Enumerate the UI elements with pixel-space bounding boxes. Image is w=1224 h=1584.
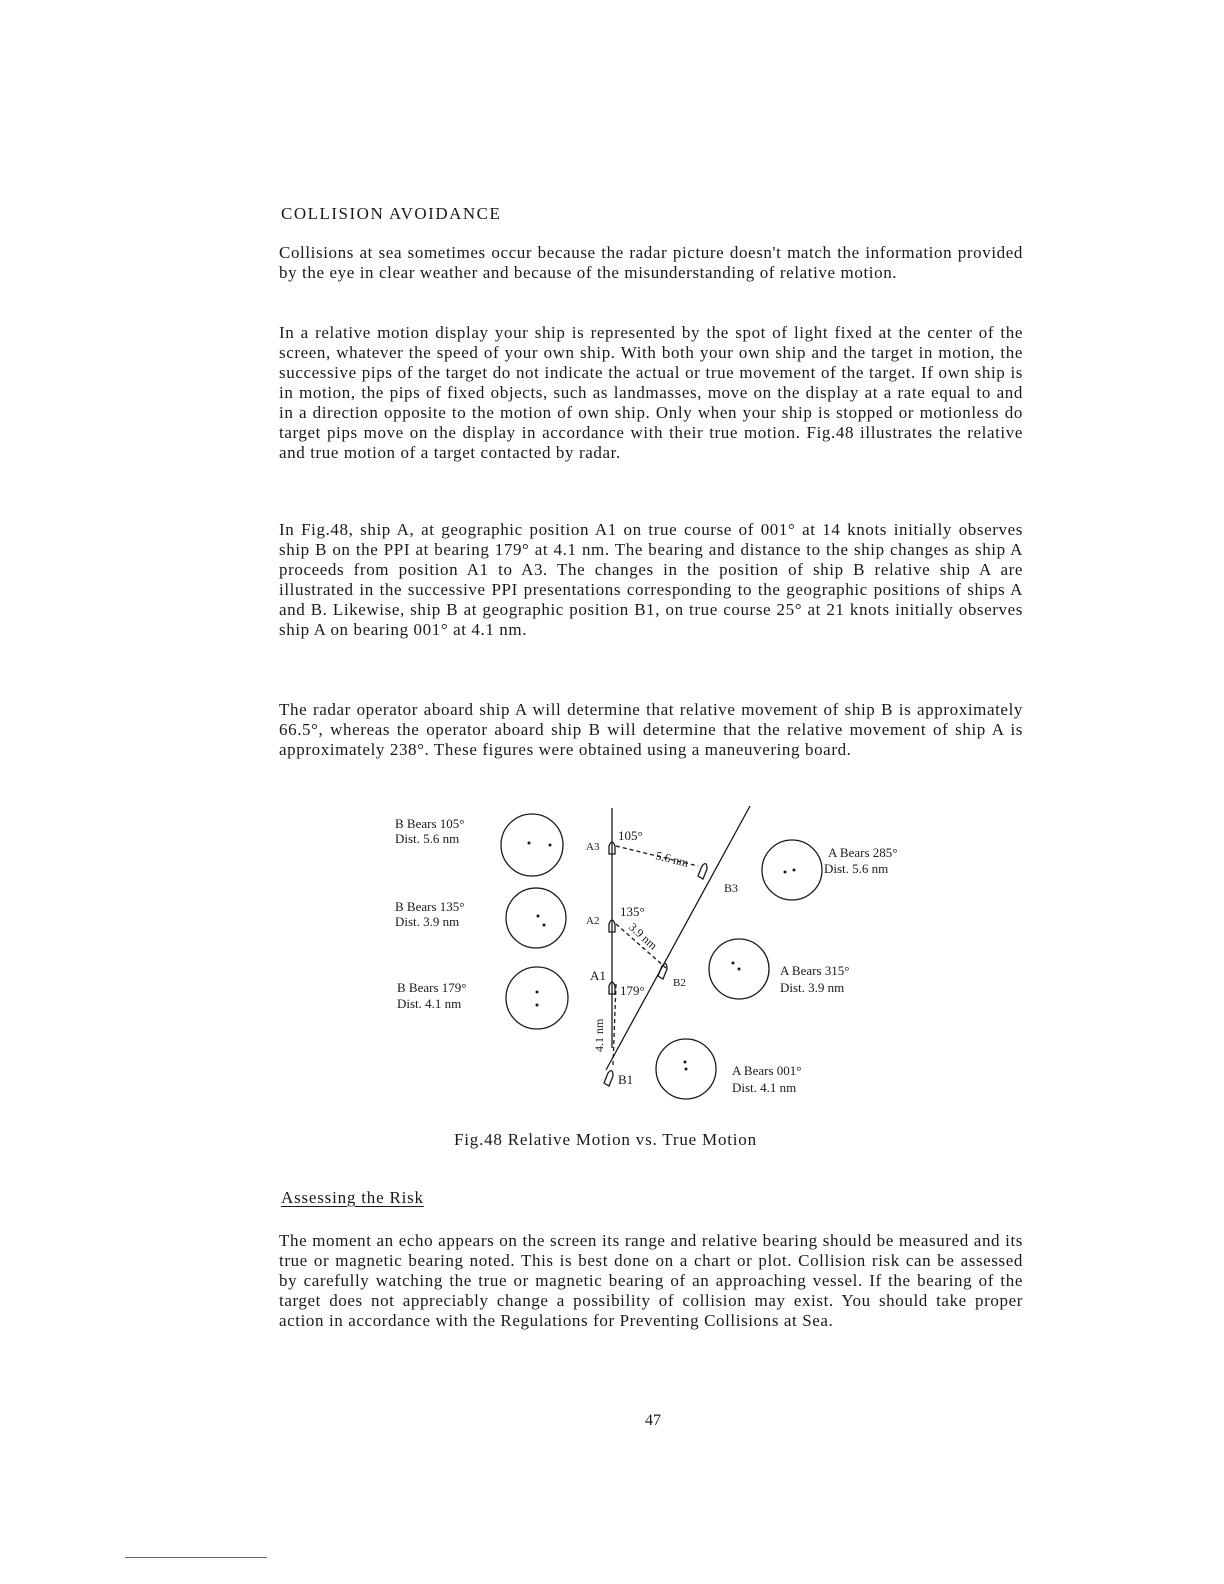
paragraph-intro: Collisions at sea sometimes occur because the radar picture doesn't match the information provided by the eye in clear weather and because of the misunderstanding of relative motion. xyxy=(279,243,1023,282)
ppi-circle-b-135 xyxy=(506,888,566,948)
figure-caption: Fig.48 Relative Motion vs. True Motion xyxy=(454,1130,757,1149)
position-b2: B2 xyxy=(673,977,686,989)
subheading-assessing-risk: Assessing the Risk xyxy=(281,1188,424,1207)
pip xyxy=(685,1068,688,1071)
figure-48-diagram xyxy=(380,800,900,1120)
position-a2: A2 xyxy=(586,915,600,927)
label-a-bears-285: A Bears 285° xyxy=(828,845,898,860)
pip xyxy=(528,842,531,845)
paragraph-fig48-explanation: In Fig.48, ship A, at geographic position A1 on true course of 001° at 14 knots initially observes ship B on the PPI at bearing 179° at 4.1 nm. The bearing and distance to the ship changes as ship A proceeds from position A1 to A3. The changes in the position of ship B relative ship A are illustrated in the successive PPI presentations corresponding to the geographic positions of ships A and B. Likewise, ship B at geographic position B1, on true course 25° at 21 knots initially observes ship A on bearing 001° at 4.1 nm. xyxy=(279,520,1023,639)
label-b-bears-135: B Bears 135° xyxy=(395,899,465,914)
pip xyxy=(784,871,787,874)
distance-4-1-nm: 4.1 nm xyxy=(592,1018,606,1052)
angle-135: 135° xyxy=(620,904,645,919)
label-a-bears-001: A Bears 001° xyxy=(732,1063,802,1078)
label-b-bears-179: B Bears 179° xyxy=(397,980,467,995)
ppi-circle-b-179 xyxy=(506,967,568,1029)
position-b3: B3 xyxy=(724,881,739,895)
angle-179: 179° xyxy=(620,983,645,998)
angle-105: 105° xyxy=(618,828,643,843)
distance-3-9-nm: 3.9 nm xyxy=(625,919,661,953)
paragraph-assessing-risk: The moment an echo appears on the screen its range and relative bearing should be measured and its true or magnetic bearing noted. This is best done on a chart or plot. Collision risk can be assessed by carefully watching the true or magnetic bearing of an approaching vessel. If the bearing of the target does not appreciably change a possibility of collision may exist. You should take proper action in accordance with the Regulations for Preventing Collisions at Sea. xyxy=(279,1231,1023,1330)
paragraph-relative-motion: In a relative motion display your ship is represented by the spot of light fixed at the center of the screen, whatever the speed of your own ship. With both your own ship and the target in motion, the successive pips of the target do not indicate the actual or true movement of the target. If own ship is in motion, the pips of fixed objects, such as landmasses, move on the display at a rate equal to and in a direction opposite to the motion of own ship. Only when your ship is stopped or motionless do target pips move on the display in accordance with their true motion. Fig.48 illustrates the relative and true motion of a target contacted by radar. xyxy=(279,323,1023,462)
position-a3: A3 xyxy=(586,841,600,853)
label-b-dist-3-9: Dist. 3.9 nm xyxy=(395,914,460,929)
ship-b1-symbol xyxy=(604,1071,613,1086)
ship-b2-symbol xyxy=(658,964,667,979)
ppi-circle-a-285 xyxy=(762,840,822,900)
label-a-bears-315: A Bears 315° xyxy=(780,963,850,978)
label-a-dist-4-1: Dist. 4.1 nm xyxy=(732,1080,797,1095)
pip xyxy=(536,1004,539,1007)
pip xyxy=(536,991,539,994)
label-a-dist-5-6: Dist. 5.6 nm xyxy=(824,861,889,876)
footer-rule xyxy=(125,1557,267,1558)
position-a1: A1 xyxy=(590,968,606,983)
ship-b-track xyxy=(606,806,750,1070)
label-b-dist-5-6: Dist. 5.6 nm xyxy=(395,831,460,846)
pip xyxy=(537,915,540,918)
ship-b3-symbol xyxy=(698,864,707,879)
pip xyxy=(738,968,741,971)
label-b-bears-105: B Bears 105° xyxy=(395,816,465,831)
page-number: 47 xyxy=(645,1412,661,1429)
position-b1: B1 xyxy=(618,1072,634,1087)
paragraph-radar-operator: The radar operator aboard ship A will determine that relative movement of ship B is approximately 66.5°, whereas the operator aboard ship B will determine that the relative movement of ship A is approximately 238°. These figures were obtained using a maneuvering board. xyxy=(279,700,1023,759)
label-a-dist-3-9: Dist. 3.9 nm xyxy=(780,980,845,995)
distance-5-6-nm: 5.6 nm xyxy=(654,848,691,870)
ppi-circle-b-105 xyxy=(501,814,563,876)
pip xyxy=(543,924,546,927)
pip xyxy=(549,844,552,847)
pip xyxy=(684,1061,687,1064)
label-b-dist-4-1: Dist. 4.1 nm xyxy=(397,996,462,1011)
pip xyxy=(732,962,735,965)
section-title: COLLISION AVOIDANCE xyxy=(281,204,502,223)
pip xyxy=(793,869,796,872)
